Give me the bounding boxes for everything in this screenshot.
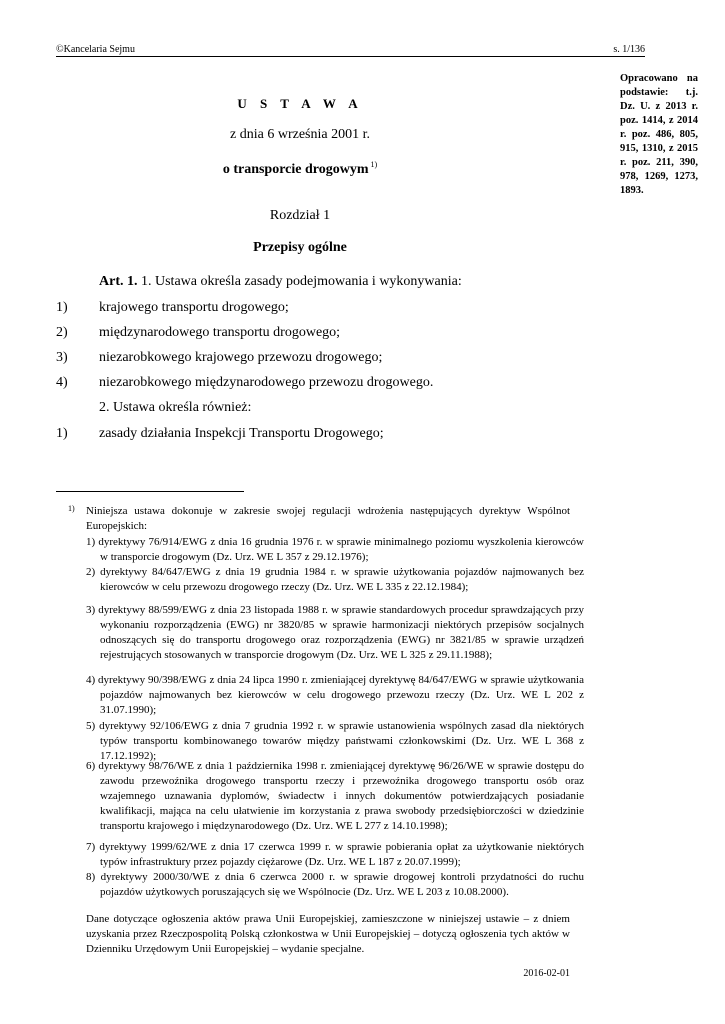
header-divider <box>56 56 645 57</box>
footnote-marker: 1) <box>68 504 75 513</box>
act-title: U S T A W A <box>237 96 363 111</box>
footnote-reference[interactable]: 1) <box>370 160 378 169</box>
footnote-item: 6) dyrektywy 98/76/WE z dnia 1 października 1998 r. zmieniającej dyrektywę 96/26/WE w sprawie dostępu do zawodu przewoźnika drogowego transportu rzeczy i przewoźnika drogowego transportu osób oraz wzajemnego uznawania dyplomów, świadectw i innych dokumentów potwierdzających posiadanie kwalifikacji, mająca na celu ułatwienie im korzystania z prawa swobody przedsiębiorczości w dziedzinie transportu krajowego i międzynarodowego (Dz. Urz. WE L 277 z 14.10.1998); <box>86 760 584 832</box>
footnote-intro: Niniejsza ustawa dokonuje w zakresie swojej regulacji wdrożenia następujących dyrektyw Wspólnot Europejskich: <box>86 505 570 532</box>
footnote-item: 8) dyrektywy 2000/30/WE z dnia 6 czerwca 2000 r. w sprawie drogowej kontroli przydatności do ruchu pojazdów użytkowych poruszających się we Wspólnocie (Dz. Urz. WE L 203 z 10.08.2000). <box>86 871 584 898</box>
page-number: s. 1/136 <box>613 44 645 55</box>
paragraph-2: 2. Ustawa określa również: <box>99 400 252 415</box>
footnote-item: 3) dyrektywy 88/599/EWG z dnia 23 listopada 1988 r. w sprawie standardowych procedur sprawdzających przy wykonaniu rozporządzenia (EWG) nr 3820/85 w sprawie harmonizacji niektórych przepisów socjalnych odnoszących się do transportu drogowego oraz rozporządzenia (EWG) nr 3821/85 w sprawie urządzeń rejestrujących stosowanych w transporcie drogowym (Dz. Urz. WE L 325 z 29.11.1988); <box>86 604 584 661</box>
list-item-number: 1) <box>56 426 68 441</box>
chapter-title: Przepisy ogólne <box>253 240 347 255</box>
list-item-number: 4) <box>56 375 68 390</box>
list-item-text: krajowego transportu drogowego; <box>99 300 289 315</box>
list-item <box>56 300 289 316</box>
list-item-text: niezarobkowego międzynarodowego przewozu drogowego. <box>99 375 434 390</box>
publisher-header: ©Kancelaria Sejmu <box>56 44 135 55</box>
chapter-number: Rozdział 1 <box>269 208 331 223</box>
list-item-text: niezarobkowego krajowego przewozu drogowego; <box>99 350 383 365</box>
footnote-item: 4) dyrektywy 90/398/EWG z dnia 24 lipca 1990 r. zmieniającej dyrektywę 84/647/EWG w sprawie użytkowania pojazdów najmowanych bez kierowców w celu drogowego przewozu rzeczy (Dz. Urz. WE L 202 z 31.07.1990); <box>86 674 584 716</box>
footnote-item: 1) dyrektywy 76/914/EWG z dnia 16 grudnia 1976 r. w sprawie minimalnego poziomu wyszkolenia kierowców w transporcie drogowym (Dz. Urz. WE L 357 z 29.12.1976); <box>86 536 584 563</box>
list-item <box>56 375 433 391</box>
article-intro-text: 1. Ustawa określa zasady podejmowania i wykonywania: <box>137 274 462 289</box>
article-intro <box>99 274 462 290</box>
list-item <box>56 325 340 341</box>
list-item <box>56 426 384 442</box>
document-date: 2016-02-01 <box>523 968 570 979</box>
list-item-text: międzynarodowego transportu drogowego; <box>99 325 341 340</box>
article-label: Art. 1. <box>99 274 138 289</box>
footnote-item: 5) dyrektywy 92/106/EWG z dnia 7 grudnia 1992 r. w sprawie ustanowienia wspólnych zasad dla niektórych typów transportu kombinowanego towarów między państwami członkowskimi (Dz. Urz. WE L 368 z 17.12.1992); <box>86 720 584 762</box>
list-item-text: zasady działania Inspekcji Transportu Drogowego; <box>99 426 384 441</box>
list-item <box>56 350 382 366</box>
list-item-number: 3) <box>56 350 68 365</box>
list-item-number: 1) <box>56 300 68 315</box>
footnote-item: 2) dyrektywy 84/647/EWG z dnia 19 grudnia 1984 r. w sprawie użytkowania pojazdów najmowanych bez kierowców w celu przewozu drogowego rzeczy (Dz. Urz. WE L 335 z 22.12.1984); <box>86 566 584 593</box>
footnote-divider <box>56 491 244 492</box>
footnote-closing: Dane dotyczące ogłoszenia aktów prawa Unii Europejskiej, zamieszczone w niniejszej ustawie – z dniem uzyskania przez Rzeczpospolitą Polską członkostwa w Unii Europejskiej – dotyczą ogłoszenia tych aktów w Dzienniku Urzędowym Unii Europejskiej – wydanie specjalne. <box>86 913 570 955</box>
act-subject <box>56 160 544 178</box>
list-item-number: 2) <box>56 325 68 340</box>
act-subject-text: o transporcie drogowym <box>222 162 369 177</box>
act-date: z dnia 6 września 2001 r. <box>230 127 370 142</box>
source-note: Opracowano na podstawie: t.j. Dz. U. z 2013 r. poz. 1414, z 2014 r. poz. 486, 805, 915, 1310, z 2015 r. poz. 211, 390, 978, 1269, 1273, 1893. <box>620 73 698 196</box>
footnote-item: 7) dyrektywy 1999/62/WE z dnia 17 czerwca 1999 r. w sprawie pobierania opłat za użytkowanie niektórych typów infrastruktury przez pojazdy ciężarowe (Dz. Urz. WE L 187 z 20.07.1999); <box>86 841 584 868</box>
